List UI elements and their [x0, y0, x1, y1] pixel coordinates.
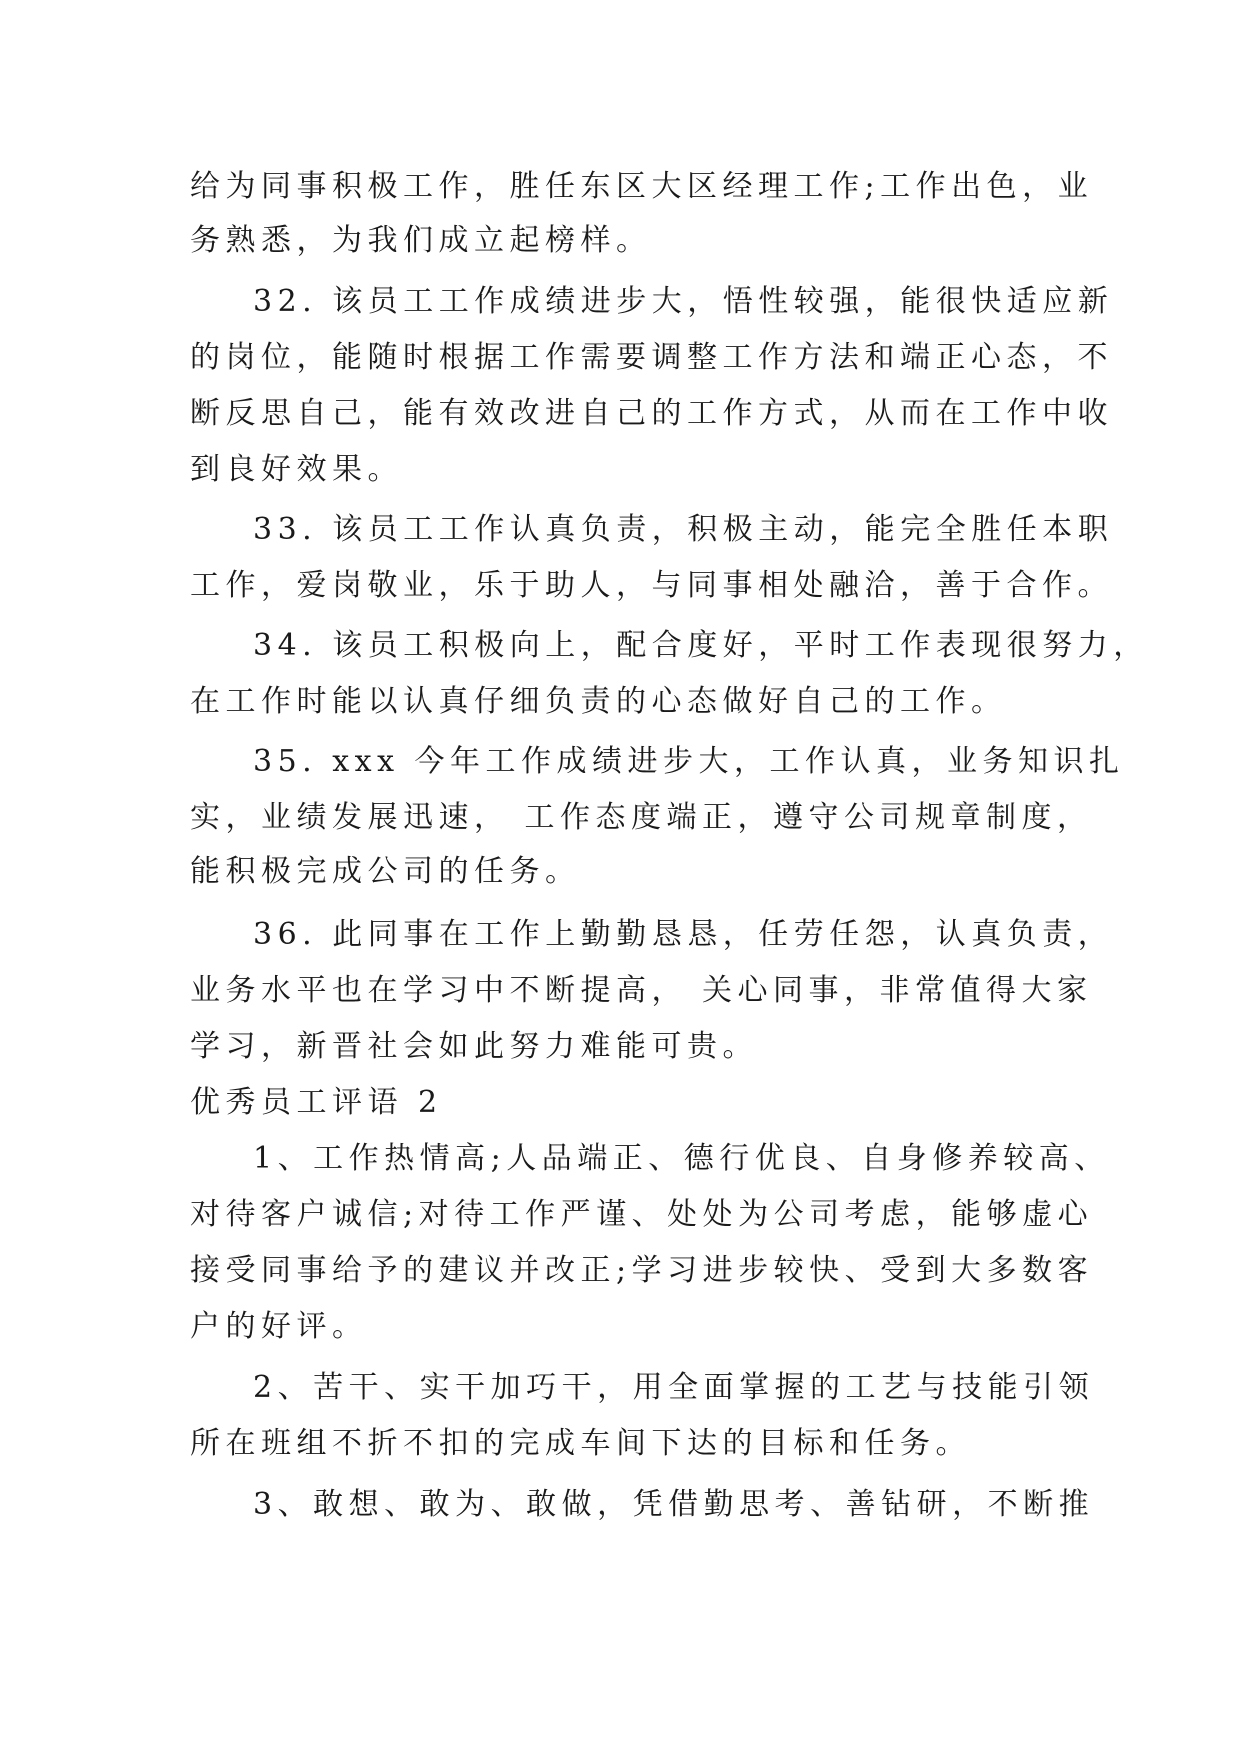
text-line: 能积极完成公司的任务。 [190, 854, 581, 889]
text-line: 到良好效果。 [190, 452, 403, 487]
text-line: 学习，新晋社会如此努力难能可贵。 [190, 1029, 758, 1064]
text-line: 给为同事积极工作，胜任东区大区经理工作;工作出色，业 [190, 169, 1094, 204]
text-line: 务熟悉，为我们成立起榜样。 [190, 223, 652, 258]
list-item-1: 1、工作热情高;人品端正、德行优良、自身修养较高、 [253, 1141, 1110, 1176]
list-item-35: 35. xxx 今年工作成绩进步大，工作认真，业务知识扎 [253, 744, 1125, 779]
list-item-33: 33. 该员工工作认真负责，积极主动，能完全胜任本职 [253, 512, 1114, 547]
text-line: 所在班组不折不扣的完成车间下达的目标和任务。 [190, 1426, 971, 1461]
text-line: 的岗位，能随时根据工作需要调整工作方法和端正心态，不 [190, 340, 1113, 375]
text-line: 业务水平也在学习中不断提高， 关心同事，非常值得大家 [190, 973, 1093, 1008]
text-line: 接受同事给予的建议并改正;学习进步较快、受到大多数客 [190, 1253, 1094, 1288]
text-line: 户的好评。 [190, 1309, 368, 1344]
list-item-36: 36. 此同事在工作上勤勤恳恳，任劳任怨，认真负责， [253, 917, 1114, 952]
section-heading: 优秀员工评语 2 [190, 1085, 443, 1120]
list-item-3: 3、敢想、敢为、敢做，凭借勤思考、善钻研，不断推 [253, 1487, 1095, 1522]
text-line: 对待客户诚信;对待工作严谨、处处为公司考虑，能够虚心 [190, 1197, 1094, 1232]
text-line: 工作，爱岗敬业，乐于助人，与同事相处融洽，善于合作。 [190, 568, 1113, 603]
text-line: 实，业绩发展迅速， 工作态度端正，遵守公司规章制度， [190, 800, 1093, 835]
text-line: 断反思自己，能有效改进自己的工作方式，从而在工作中收 [190, 396, 1113, 431]
text-line: 在工作时能以认真仔细负责的心态做好自己的工作。 [190, 684, 1007, 719]
list-item-32: 32. 该员工工作成绩进步大，悟性较强，能很快适应新 [253, 284, 1114, 319]
list-item-34: 34. 该员工积极向上，配合度好，平时工作表现很努力， [253, 628, 1149, 663]
list-item-2: 2、苦干、实干加巧干，用全面掌握的工艺与技能引领 [253, 1370, 1095, 1405]
